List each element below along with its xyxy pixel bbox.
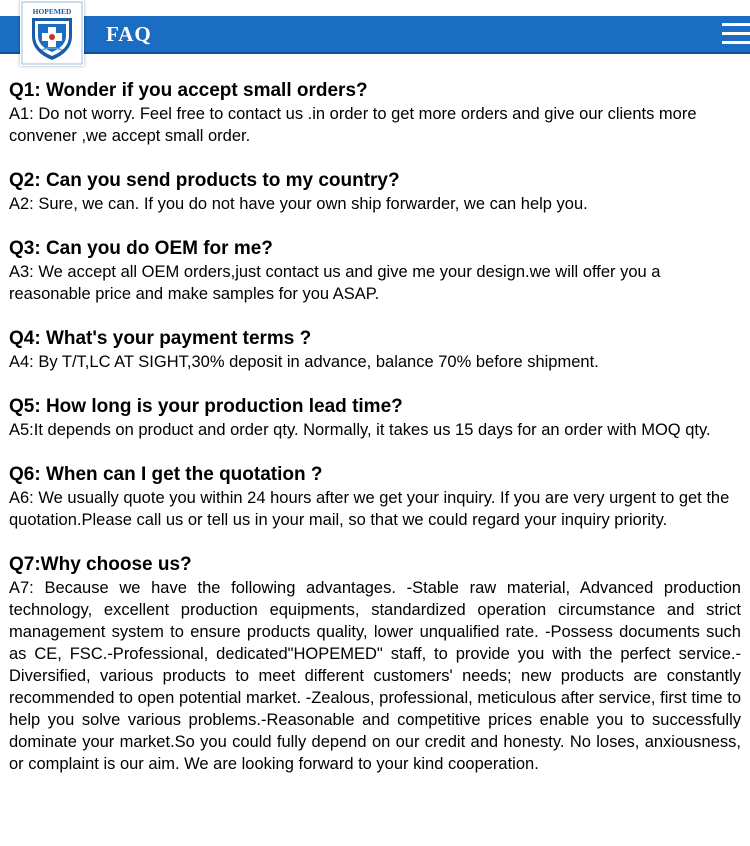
faq-answer: A2: Sure, we can. If you do not have your own ship forwarder, we can help you. (9, 195, 588, 213)
faq-item-7 (9, 553, 741, 775)
logo-text: HOPEMED (32, 7, 72, 16)
faq-answer: A4: By T/T,LC AT SIGHT,30% deposit in advance, balance 70% before shipment. (9, 353, 599, 371)
faq-question: Q1: Wonder if you accept small orders? (9, 80, 368, 101)
page-title: FAQ (106, 22, 152, 46)
faq-question: Q7:Why choose us? (9, 554, 192, 575)
faq-item-2 (9, 169, 741, 215)
page-header (0, 0, 750, 70)
faq-answer: A7: Because we have the following advantages. -Stable raw material, Advanced production technology, excellent production equipments, standardized operation circumstance and strict management system to ensure products quality, lower unqualified rate. -Possess documents such as CE, FSC.-Professional, dedicated"HOPEMED" staff, to provide you with the perfect service.-Diversified, various products to meet different customers' needs; new products are constantly recommended to open potential market. -Zealous, professional, meticulous after service, first time to help you solve various problems.-Reasonable and competitive prices enable you to successfully dominate your market.So you could fully depend on our credit and honesty. No loses, anxiousness, or complaint is our aim. We are looking forward to your kind cooperation. (9, 579, 741, 773)
faq-answer: A5:It depends on product and order qty. Normally, it takes us 15 days for an order with MOQ qty. (9, 421, 711, 439)
shield-logo-icon (20, 0, 84, 66)
hamburger-menu-icon[interactable] (722, 22, 750, 46)
faq-item-4 (9, 327, 741, 373)
faq-item-3 (9, 237, 741, 305)
faq-list (9, 79, 741, 775)
faq-question: Q2: Can you send products to my country? (9, 170, 400, 191)
faq-question: Q3: Can you do OEM for me? (9, 238, 273, 259)
faq-question: Q6: When can I get the quotation ? (9, 464, 323, 485)
faq-answer: A3: We accept all OEM orders,just contact us and give me your design.we will offer you a reasonable price and make samples for you ASAP. (9, 263, 661, 303)
faq-answer: A6: We usually quote you within 24 hours after we get your inquiry. If you are very urgent to get the quotation.Please call us or tell us in your mail, so that we could regard your inquiry priority. (9, 489, 730, 529)
faq-item-6 (9, 463, 741, 531)
faq-item-5 (9, 395, 741, 441)
faq-question: Q5: How long is your production lead time? (9, 396, 403, 417)
faq-answer: A1: Do not worry. Feel free to contact us .in order to get more orders and give our clients more convener ,we accept small order. (9, 105, 697, 145)
header-bar-divider (0, 52, 750, 54)
faq-item-1 (9, 79, 741, 147)
company-logo[interactable] (20, 0, 84, 66)
faq-question: Q4: What's your payment terms ? (9, 328, 312, 349)
